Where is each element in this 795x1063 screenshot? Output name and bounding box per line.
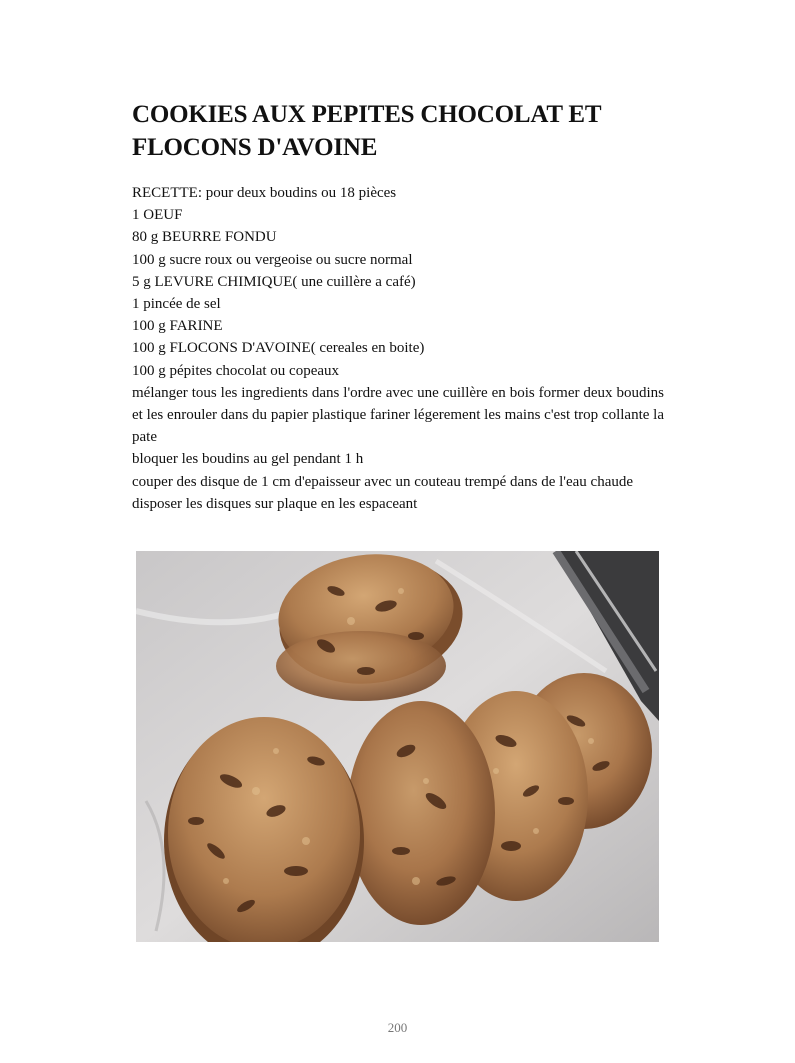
ingredient-line: 1 OEUF (132, 207, 183, 224)
recipe-step: bloquer les boudins au gel pendant 1 h (132, 451, 364, 468)
ingredient-line: 1 pincée de sel (132, 296, 221, 313)
recipe-step: couper des disque de 1 cm d'epaisseur avec un couteau trempé dans de l'eau chaude (132, 473, 634, 490)
recipe-text (132, 182, 664, 515)
ingredient-line: 100 g FARINE (132, 318, 223, 335)
ingredient-line: 100 g pépites chocolat ou copeaux (132, 362, 340, 379)
ingredient-line: 100 g sucre roux ou vergeoise ou sucre normal (132, 251, 413, 268)
title-line-1: COOKIES AUX PEPITES CHOCOLAT ET (132, 101, 602, 128)
ingredient-line: 5 g LEVURE CHIMIQUE( une cuillère a café) (132, 273, 416, 290)
page-title (132, 98, 692, 164)
ingredient-line: 80 g BEURRE FONDU (132, 229, 277, 246)
ingredient-line: 100 g FLOCONS D'AVOINE( cereales en boite) (132, 340, 425, 357)
recipe-step: disposer les disques sur plaque en les espaceant (132, 495, 418, 512)
cookies-photo (136, 551, 659, 942)
page-number: 200 (387, 1020, 408, 1035)
title-line-2: FLOCONS D'AVOINE (132, 134, 378, 161)
recipe-step: mélanger tous les ingredients dans l'ordre avec une cuillère en bois former deux boudins et les enrouler dans du papier plastique fariner légerement les mains c'est trop collante la pate (132, 384, 664, 446)
recipe-intro: RECETTE: pour deux boudins ou 18 pièces (132, 185, 397, 201)
